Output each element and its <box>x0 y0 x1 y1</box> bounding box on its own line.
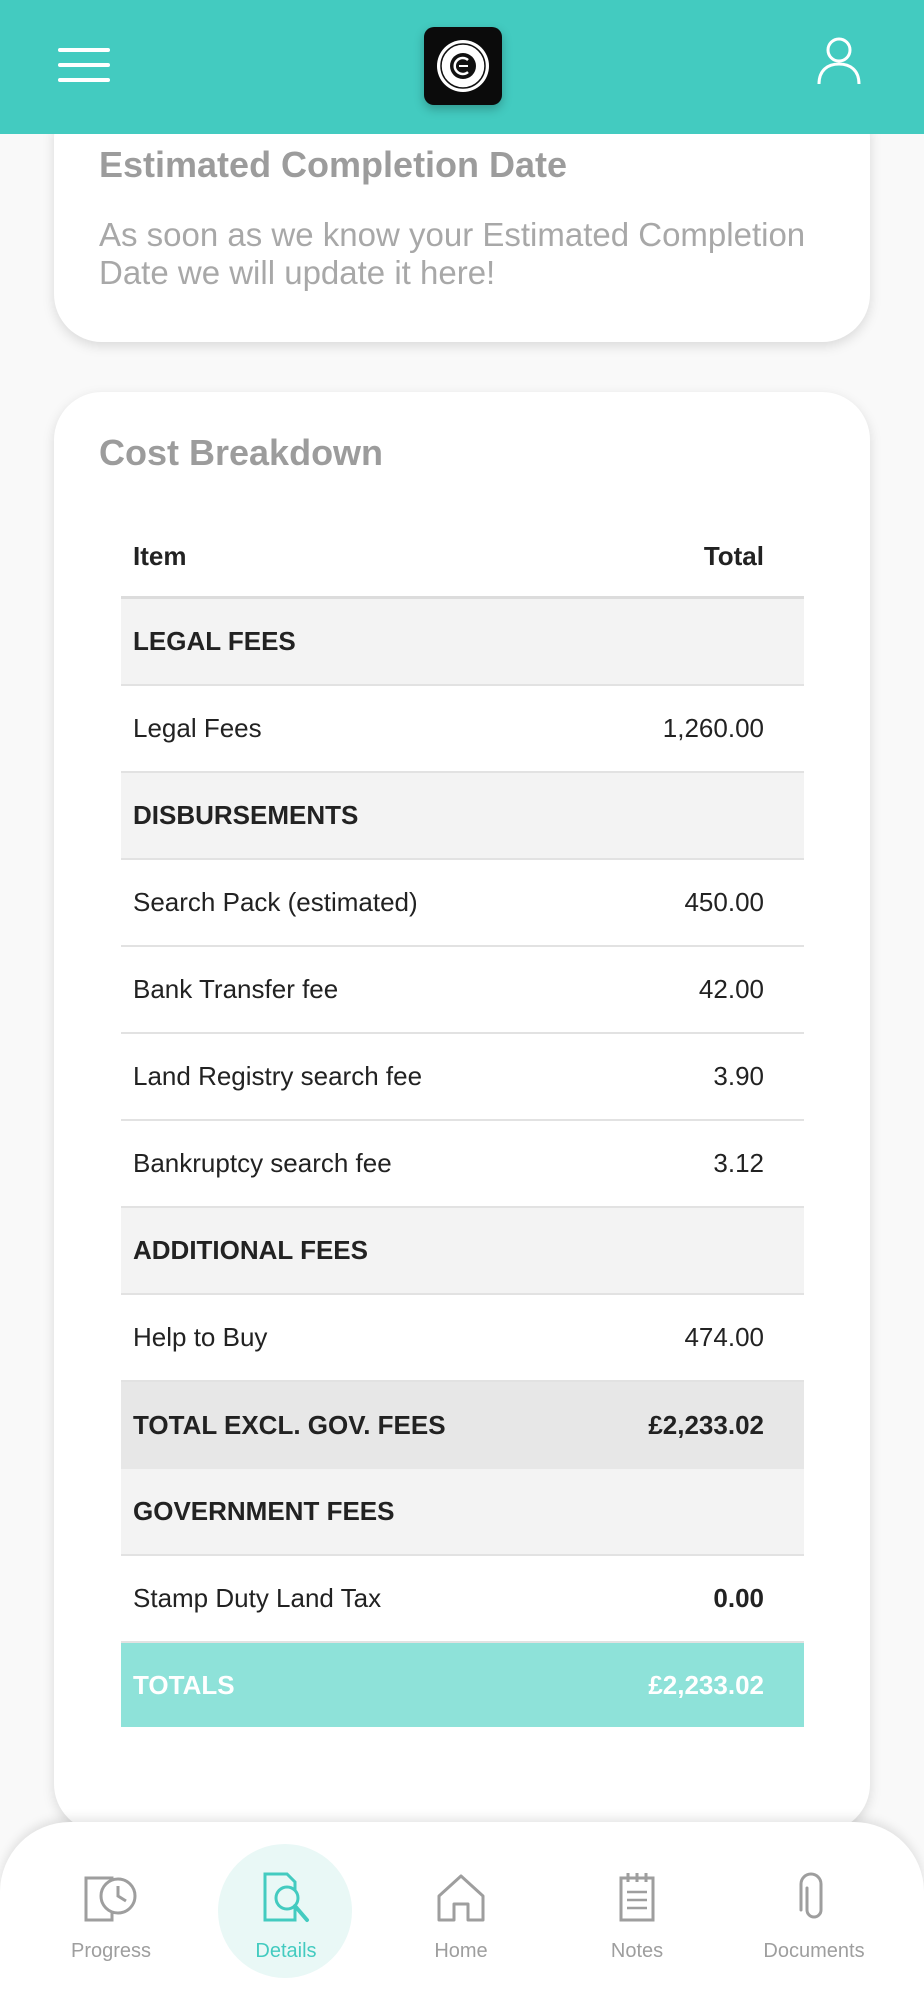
totals-label: TOTALS <box>133 1669 235 1700</box>
table-header-row <box>121 516 804 599</box>
section-label: DISBURSEMENTS <box>133 800 359 830</box>
nav-home[interactable] <box>391 1822 531 2000</box>
logo-emblem-icon <box>435 38 491 94</box>
row-label: Help to Buy <box>133 1322 268 1352</box>
table-row-help-to-buy <box>121 1295 804 1382</box>
nav-label-details: Details <box>255 1940 317 1962</box>
section-label: GOVERNMENT FEES <box>133 1496 395 1526</box>
row-label: Bankruptcy search fee <box>133 1148 392 1178</box>
nav-label-documents: Documents <box>763 1940 865 1962</box>
table-row-land-registry <box>121 1034 804 1121</box>
eta-title: Estimated Completion Date <box>99 144 568 185</box>
column-header-item: Item <box>133 540 187 571</box>
notepad-icon <box>608 1870 666 1926</box>
row-value: 1,260.00 <box>662 713 764 743</box>
table-row-bankruptcy <box>121 1121 804 1208</box>
nav-progress[interactable] <box>41 1822 181 2000</box>
totals-value: £2,233.02 <box>648 1669 764 1700</box>
subtotal-value: £2,233.02 <box>648 1410 764 1440</box>
bottom-navigation <box>0 1822 924 2000</box>
table-row-legal-fees <box>121 686 804 773</box>
document-search-icon <box>257 1870 315 1926</box>
nav-label-progress: Progress <box>70 1940 152 1962</box>
row-value: 3.90 <box>713 1061 764 1091</box>
row-value: 3.12 <box>713 1148 764 1178</box>
row-label: Search Pack (estimated) <box>133 887 418 917</box>
row-label: Bank Transfer fee <box>133 974 339 1004</box>
section-row-disbursements <box>121 773 804 860</box>
section-label: ADDITIONAL FEES <box>133 1235 368 1265</box>
user-icon[interactable] <box>816 36 862 86</box>
app-header <box>0 0 924 134</box>
row-label: Land Registry search fee <box>133 1061 423 1091</box>
nav-details[interactable] <box>216 1822 356 2000</box>
table-row-search-pack <box>121 860 804 947</box>
company-logo[interactable] <box>424 27 502 105</box>
column-header-total: Total <box>703 540 764 571</box>
hamburger-icon[interactable] <box>58 48 110 82</box>
section-row-legal-fees <box>121 599 804 686</box>
row-label: Stamp Duty Land Tax <box>133 1583 382 1613</box>
clock-document-icon <box>82 1870 140 1926</box>
cost-breakdown-card <box>54 392 870 1832</box>
subtotal-label: TOTAL EXCL. GOV. FEES <box>133 1410 446 1440</box>
row-value: 474.00 <box>684 1322 764 1352</box>
row-value: 450.00 <box>684 887 764 917</box>
section-label: LEGAL FEES <box>133 626 296 656</box>
paperclip-icon <box>785 1870 843 1926</box>
cost-table <box>121 516 804 1727</box>
totals-row <box>121 1643 804 1727</box>
section-row-additional-fees <box>121 1208 804 1295</box>
row-value: 0.00 <box>713 1583 764 1613</box>
nav-label-notes: Notes <box>610 1940 664 1962</box>
row-value: 42.00 <box>698 974 764 1004</box>
table-row-stamp-duty <box>121 1556 804 1643</box>
eta-message: As soon as we know your Estimated Completion Date we will update it here! <box>99 216 806 291</box>
row-label: Legal Fees <box>133 713 262 743</box>
section-row-government-fees <box>121 1469 804 1556</box>
nav-documents[interactable] <box>744 1822 884 2000</box>
nav-notes[interactable] <box>567 1822 707 2000</box>
cost-breakdown-title: Cost Breakdown <box>99 432 384 473</box>
nav-label-home: Home <box>434 1940 488 1962</box>
house-icon <box>432 1870 490 1926</box>
subtotal-row <box>121 1382 804 1469</box>
table-row-bank-transfer <box>121 947 804 1034</box>
